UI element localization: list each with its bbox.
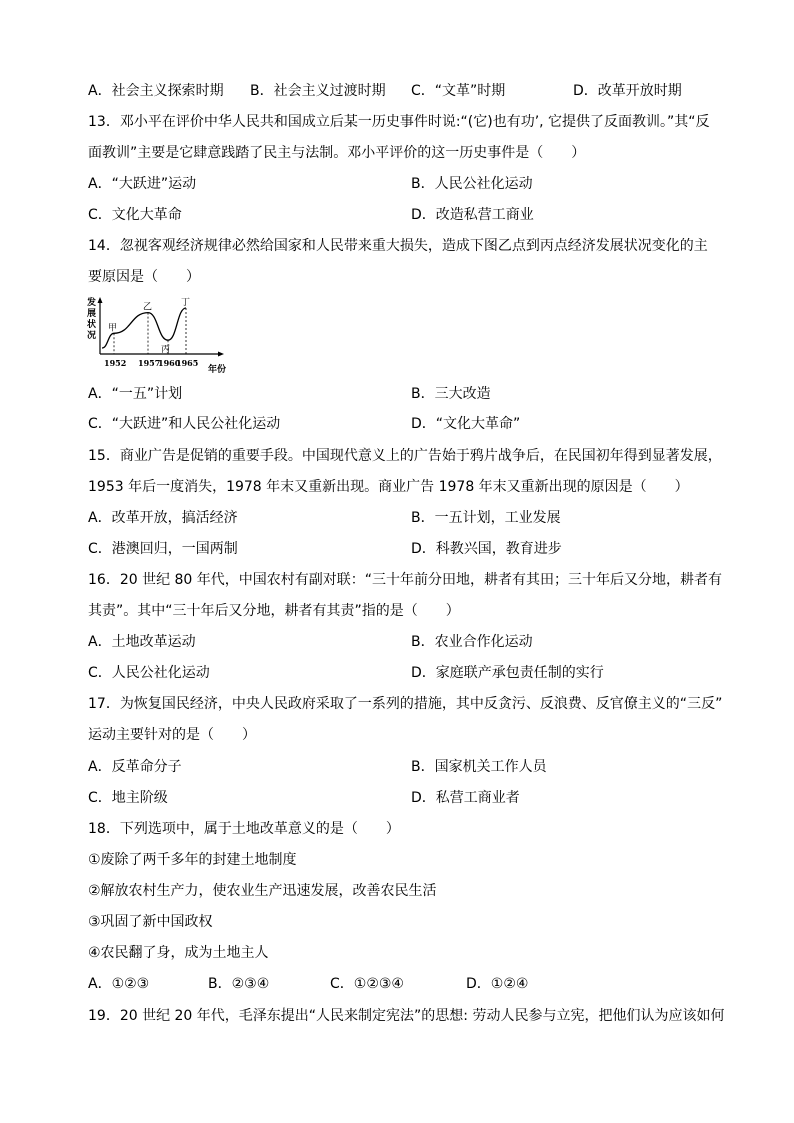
q17-option-b[interactable]: B．国家机关工作人员 — [411, 759, 547, 775]
q15-option-a[interactable]: A．改革开放，搞活经济 — [88, 510, 238, 526]
y-axis-label — [86, 296, 96, 341]
q15-option-c[interactable]: C．港澳回归，一国两制 — [88, 541, 238, 557]
q15-option-d[interactable]: D．科教兴国，教育进步 — [411, 541, 562, 557]
q14-stem-line-2: 要原因是（ ） — [88, 269, 200, 285]
q15-stem-line-1: 15．商业广告是促销的重要手段。中国现代意义上的广告始于鸦片战争后，在民国初年得到显著发展， — [88, 448, 722, 464]
y-axis-arrow — [98, 297, 103, 303]
q14-option-a[interactable]: A．“一五”计划 — [88, 386, 183, 402]
economic-development-chart — [86, 296, 236, 376]
q15-stem-line-2: 1953 年后一度消失，1978 年末又重新出现。商业广告 1978 年末又重新出现的原因是（ ） — [88, 479, 689, 495]
q16-option-c[interactable]: C．人民公社化运动 — [88, 665, 210, 681]
x-axis-arrow — [218, 352, 224, 357]
q16-stem-line-1: 16．20 世纪 80 年代，中国农村有副对联：“三十年前分田地，耕者有其田；三十年后又分地，耕者有 — [88, 572, 723, 588]
q17-option-d[interactable]: D．私营工商业者 — [411, 790, 520, 806]
x-tick-1957: 1957 — [138, 358, 161, 368]
point-label-3: 丙 — [161, 345, 171, 356]
q14-option-b[interactable]: B．三大改造 — [411, 386, 491, 402]
q18-item-3: ③巩固了新中国政权 — [88, 914, 213, 930]
point-label-1: 甲 — [108, 323, 118, 334]
q12-option-b[interactable]: B．社会主义过渡时期 — [250, 83, 386, 99]
q13-stem-line-2: 面教训”主要是它肆意践踏了民主与法制。邓小平评价的这一历史事件是（ ） — [88, 145, 586, 161]
ylabel-char-2: 展 — [87, 309, 97, 319]
q19-stem-line-1: 19．20 世纪 20 年代，毛泽东提出“人民来制定宪法”的思想: 劳动人民参与立宪，把他们认为应该如何 — [88, 1008, 725, 1024]
q16-option-a[interactable]: A．土地改革运动 — [88, 634, 196, 650]
q18-option-d[interactable]: D．①②④ — [466, 976, 529, 992]
q18-item-4: ④农民翻了身，成为土地主人 — [88, 945, 269, 961]
q14-option-c[interactable]: C．“大跃进”和人民公社化运动 — [88, 416, 281, 432]
ylabel-char-3: 状 — [87, 320, 97, 330]
q12-option-c[interactable]: C．“文革”时期 — [411, 83, 506, 99]
q13-option-a[interactable]: A．“大跃进”运动 — [88, 176, 197, 192]
q15-option-b[interactable]: B．一五计划，工业发展 — [411, 510, 561, 526]
ylabel-char-4: 况 — [87, 331, 97, 341]
q13-stem-line-1: 13．邓小平在评价中华人民共和国成立后某一历史事件时说:“(它)也有功’, 它提供了反面教训。”其“反 — [88, 114, 710, 130]
q17-stem-line-1: 17．为恢复国民经济，中央人民政府采取了一系列的措施，其中反贪污、反浪费、反官僚主义的“三反” — [88, 696, 723, 712]
point-label-2: 乙 — [143, 302, 153, 313]
q14-stem-line-1: 14．忽视客观经济规律必然给国家和人民带来重大损失，造成下图乙点到丙点经济发展状况变化的主 — [88, 238, 708, 254]
q18-stem-line-1: 18．下列选项中，属于土地改革意义的是（ ） — [88, 821, 400, 837]
q16-option-d[interactable]: D．家庭联产承包责任制的实行 — [411, 665, 604, 681]
q13-option-d[interactable]: D．改造私营工商业 — [411, 207, 534, 223]
q18-option-c[interactable]: C．①②③④ — [330, 976, 404, 992]
q18-option-a[interactable]: A．①②③ — [88, 976, 150, 992]
q12-option-a[interactable]: A．社会主义探索时期 — [88, 83, 224, 99]
point-label-4: 丁 — [181, 298, 191, 308]
x-tick-1952: 1952 — [104, 358, 127, 368]
q17-option-c[interactable]: C．地主阶级 — [88, 790, 168, 806]
q18-item-2: ②解放农村生产力，使农业生产迅速发展，改善农民生活 — [88, 883, 437, 899]
xlabel: 年份 — [208, 365, 227, 375]
q12-option-d[interactable]: D．改革开放时期 — [573, 83, 682, 99]
q13-option-b[interactable]: B．人民公社化运动 — [411, 176, 533, 192]
q17-option-a[interactable]: A．反革命分子 — [88, 759, 182, 775]
ylabel-char-1: 发 — [87, 298, 97, 308]
x-tick-1960: 1960 — [158, 358, 181, 368]
q18-option-b[interactable]: B．②③④ — [208, 976, 270, 992]
q17-stem-line-2: 运动主要针对的是（ ） — [88, 727, 256, 743]
q13-option-c[interactable]: C．文化大革命 — [88, 207, 182, 223]
x-tick-1965: 1965 — [176, 358, 199, 368]
q14-option-d[interactable]: D．“文化大革命” — [411, 416, 521, 432]
q16-option-b[interactable]: B．农业合作化运动 — [411, 634, 533, 650]
q16-stem-line-2: 其责”。其中“三十年后又分地，耕者有其责”指的是（ ） — [88, 603, 460, 619]
q18-item-1: ①废除了两千多年的封建土地制度 — [88, 852, 297, 868]
